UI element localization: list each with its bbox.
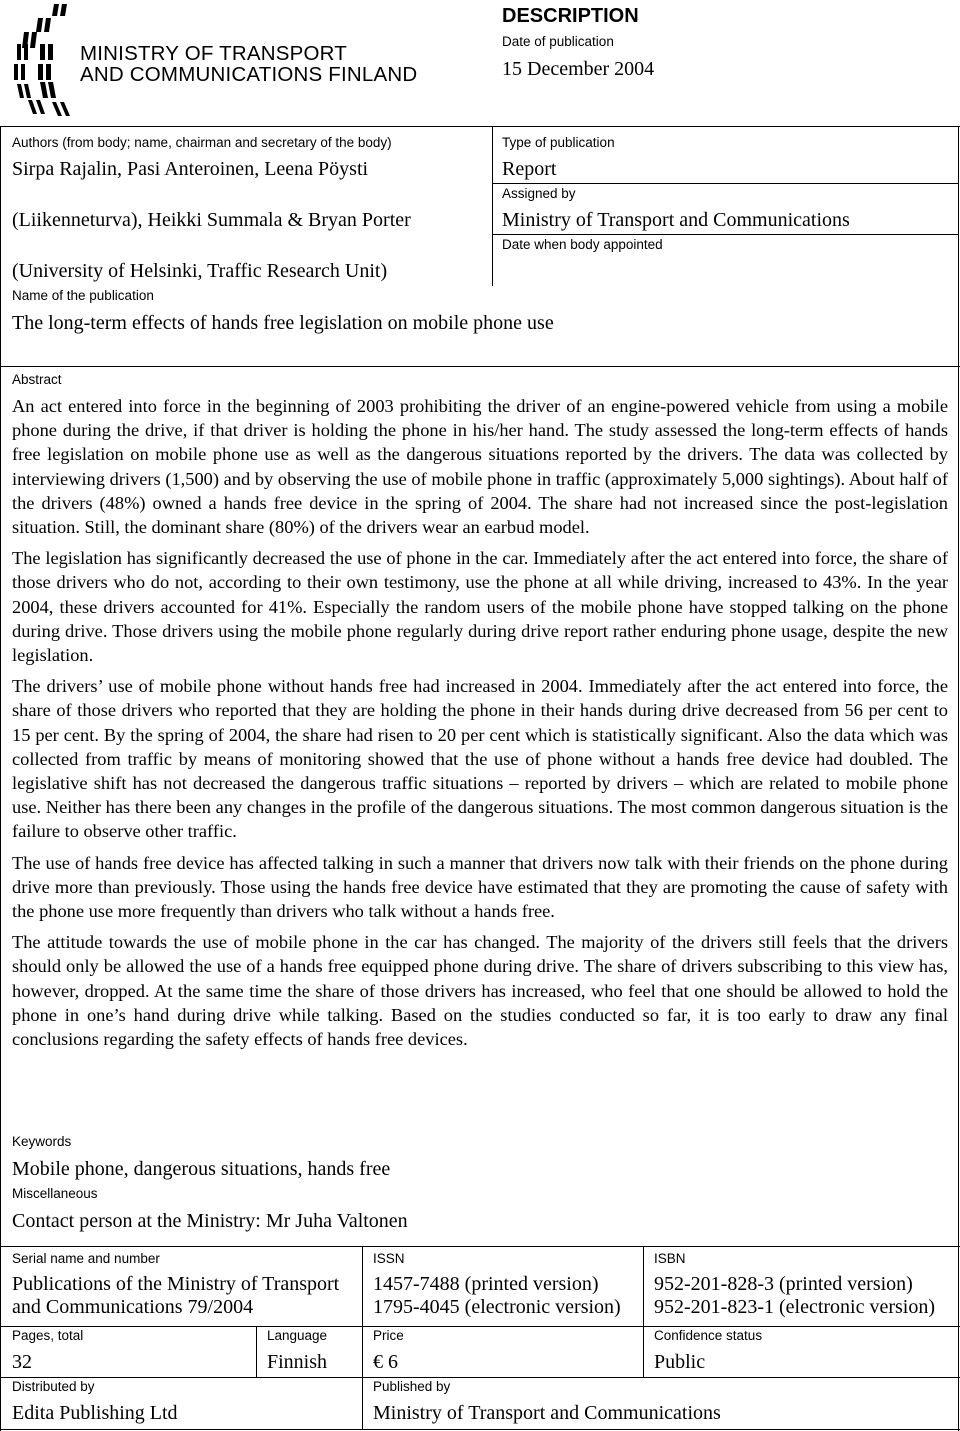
abstract-paragraph: The use of hands free device has affected talking in such a manner that drivers now talk with their friends on the phone during drive more than previously. Those using the hands free device have estimated that they are promoting the cause of safety with the phone use more frequently than drivers who talk without a hands free.	[12, 852, 948, 922]
frame-left-border	[0, 126, 1, 1431]
confidence-status-value: Public	[654, 1351, 706, 1373]
published-by-value: Ministry of Transport and Communications	[373, 1402, 721, 1424]
divider-assigned-appointed	[493, 234, 958, 235]
published-by-label: Published by	[373, 1379, 451, 1394]
price-value: € 6	[373, 1351, 398, 1373]
pages-label: Pages, total	[12, 1328, 84, 1343]
ministry-name-line1: MINISTRY OF TRANSPORT	[80, 42, 347, 65]
footer-divider-col1	[362, 1246, 363, 1430]
distributed-by-label: Distributed by	[12, 1379, 95, 1394]
publication-name-value: The long-term effects of hands free legislation on mobile phone use	[12, 312, 554, 334]
keywords-value: Mobile phone, dangerous situations, hands free	[12, 1158, 391, 1180]
footer-divider-pages-language	[256, 1326, 257, 1377]
abstract-label: Abstract	[12, 372, 62, 387]
ministry-logo	[10, 2, 72, 124]
footer-divider-col2	[643, 1246, 644, 1377]
authors-line-2: (Liikenneturva), Heikki Summala & Bryan Porter	[12, 209, 411, 231]
divider-abstract	[0, 366, 960, 367]
document-type-title: DESCRIPTION	[502, 5, 639, 27]
type-of-publication-label: Type of publication	[502, 135, 615, 150]
price-label: Price	[373, 1328, 404, 1343]
publication-name-label: Name of the publication	[12, 288, 154, 303]
authors-line-3: (University of Helsinki, Traffic Research Unit)	[12, 260, 388, 282]
isbn-printed: 952-201-828-3 (printed version)	[654, 1273, 913, 1295]
serial-value-line1: Publications of the Ministry of Transport	[12, 1273, 340, 1295]
date-of-publication-value: 15 December 2004	[502, 58, 655, 80]
issn-electronic: 1795-4045 (electronic version)	[373, 1296, 621, 1318]
isbn-label: ISBN	[654, 1251, 686, 1266]
divider-type-assigned	[493, 183, 958, 184]
serial-value-line2: and Communications 79/2004	[12, 1296, 254, 1318]
authors-label: Authors (from body; name, chairman and secretary of the body)	[12, 135, 392, 150]
serial-value	[12, 1273, 339, 1319]
assigned-by-label: Assigned by	[502, 186, 576, 201]
ministry-name	[80, 43, 417, 85]
distributed-by-value: Edita Publishing Ltd	[12, 1402, 178, 1424]
isbn-value	[654, 1273, 935, 1319]
serial-label: Serial name and number	[12, 1251, 160, 1266]
divider-footer-top	[0, 1246, 960, 1247]
isbn-electronic: 952-201-823-1 (electronic version)	[654, 1296, 936, 1318]
assigned-by-value: Ministry of Transport and Communications	[502, 209, 850, 231]
type-of-publication-value: Report	[502, 158, 557, 180]
frame-top-border	[0, 126, 960, 127]
confidence-status-label: Confidence status	[654, 1328, 763, 1343]
miscellaneous-label: Miscellaneous	[12, 1186, 98, 1201]
date-body-appointed-label: Date when body appointed	[502, 237, 663, 252]
ministry-name-line2: AND COMMUNICATIONS FINLAND	[80, 63, 418, 86]
top-column-divider	[492, 126, 493, 286]
abstract-paragraph: The drivers’ use of mobile phone without hands free had increased in 2004. Immediately after the act entered into force, the share of those drivers who reported that they are holding the phone in their hands during drive decreased from 56 per cent to 15 per cent. By the spring of 2004, the share had risen to 20 per cent which is statistically significant. Also the data which was collected from traffic by means of monitoring showed that the use of phone without a hands free device had doubled. The legislative shift has not decreased the dangerous traffic situations – reported by drivers – which are related to mobile phone use. Neither has there been any changes in the profile of the dangerous situations. The most common dangerous situation is the failure to observe other traffic.	[12, 676, 948, 842]
issn-label: ISSN	[373, 1251, 405, 1266]
abstract-body	[12, 394, 948, 1058]
miscellaneous-value: Contact person at the Ministry: Mr Juha Valtonen	[12, 1210, 408, 1232]
pages-value: 32	[12, 1351, 32, 1373]
authors-line-1: Sirpa Rajalin, Pasi Anteroinen, Leena Pöysti	[12, 158, 369, 180]
keywords-label: Keywords	[12, 1134, 72, 1149]
divider-footer-row3	[0, 1377, 960, 1378]
frame-right-border	[958, 126, 959, 1431]
issn-printed: 1457-7488 (printed version)	[373, 1273, 599, 1295]
divider-footer-row2	[0, 1326, 960, 1327]
abstract-paragraph: An act entered into force in the beginning of 2003 prohibiting the driver of an engine-powered vehicle from using a mobile phone during the drive, if that driver is holding the phone in his/her hand. The study assessed the long-term effects of hands free legislation on mobile phone use as well as the dangerous situations reported by the drivers. The data was collected by interviewing drivers (1,500) and by observing the use of mobile phone in traffic (approximately 5,000 sightings). About half of the drivers (48%) owned a hands free device in the spring of 2004. The share had not increased since the post-legislation situation. Still, the dominant share (80%) of the drivers wear an earbud model.	[12, 396, 948, 538]
language-value: Finnish	[267, 1351, 328, 1373]
frame-bottom-border	[0, 1429, 960, 1430]
issn-value	[373, 1273, 621, 1319]
abstract-paragraph: The legislation has significantly decreased the use of phone in the car. Immediately after the act entered into force, the share of those drivers who do not, according to their own testimony, use the phone at all while driving, increased to 43%. In the year 2004, these drivers accounted for 41%. Especially the random users of the mobile phone have stopped talking on the phone during drive. Those drivers using the mobile phone regularly during drive report rather enduring phone usage, despite the new legislation.	[12, 548, 948, 666]
date-of-publication-label: Date of publication	[502, 34, 614, 49]
abstract-paragraph: The attitude towards the use of mobile phone in the car has changed. The majority of the drivers still feels that the drivers should only be allowed the use of a hands free equipped phone during drive. The share of drivers subscribing to this view has, however, dropped. At the same time the share of those drivers has increased, who feel that one should be allowed to hold the phone in one’s hand during drive while talking. Based on the studies conducted so far, it is too early to draw any final conclusions regarding the safety effects of hands free devices.	[12, 932, 948, 1050]
language-label: Language	[267, 1328, 328, 1343]
